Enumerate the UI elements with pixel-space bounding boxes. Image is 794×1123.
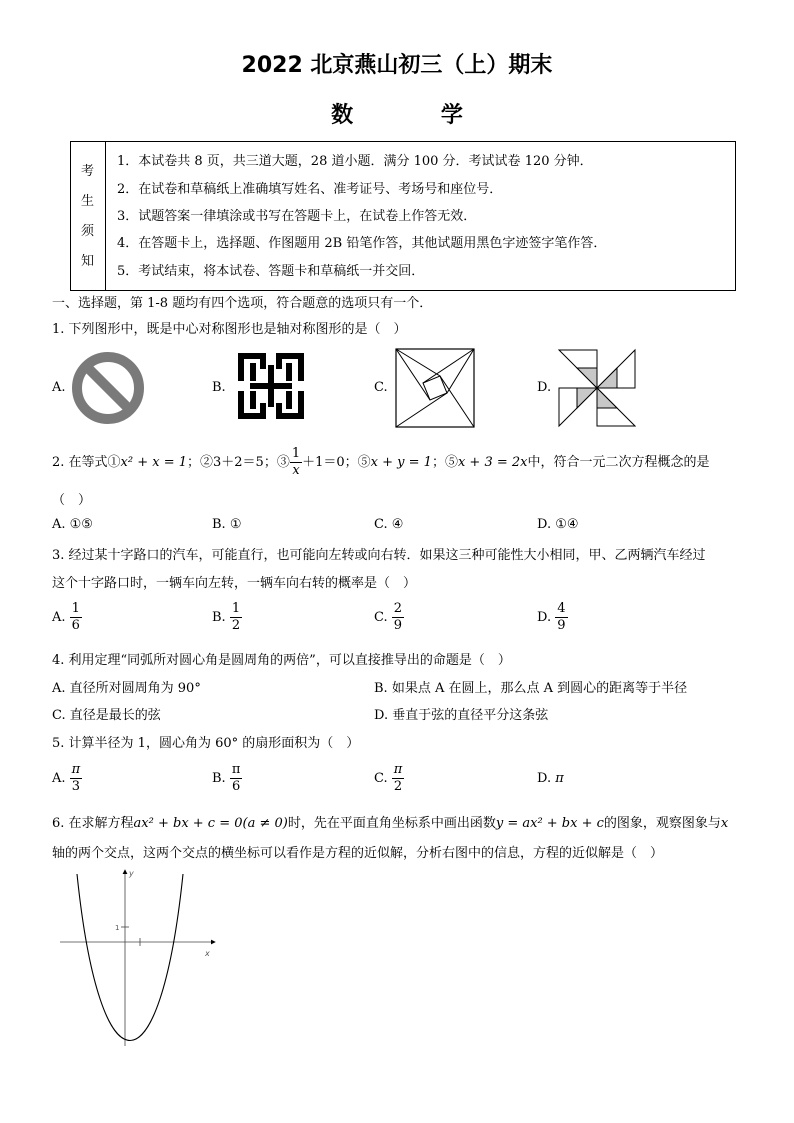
pinwheel-square-figure bbox=[395, 348, 475, 428]
q3-option-a: A. $\frac{1}{6}$ bbox=[52, 601, 80, 633]
notice-side-char: 知 bbox=[81, 254, 95, 269]
q3-option-c: C. $\frac{2}{9}$ bbox=[374, 601, 403, 633]
q4-option-a: A. 直径所对圆周角为 90° bbox=[52, 681, 201, 696]
fraction: $\frac{1}{x}$ bbox=[291, 446, 301, 478]
question-6-line-1: 6. 在求解方程ax² + bx + c = 0(a ≠ 0)时，先在平面直角坐标系中画出函数y = ax² + bx + c的图象，观察图象与x bbox=[52, 816, 729, 831]
q5-option-d: D. π bbox=[537, 771, 564, 786]
question-4-stem: 4. 利用定理“同弧所对圆心角是圆周角的两倍”，可以直接推导出的命题是（ ） bbox=[52, 653, 511, 668]
notice-line: 4．在答题卡上，选择题、作图题用 2B 铅笔作答，其他试题用黑色字迹签字笔作答． bbox=[117, 236, 607, 251]
q5-option-a: A. $\frac{\pi}{3}$ bbox=[52, 762, 81, 794]
q1-option-c-label: C. bbox=[374, 380, 388, 395]
subject-title: 数 学 bbox=[331, 103, 503, 128]
q5-option-b: B. $\frac{\pi}{6}$ bbox=[212, 762, 241, 794]
q3-option-d: D. $\frac{4}{9}$ bbox=[537, 601, 566, 633]
q1-option-b-label: B. bbox=[212, 380, 226, 395]
question-3-line-1: 3. 经过某十字路口的汽车，可能直行，也可能向左转或向右转．如果这三种可能性大小相同，甲、乙两辆汽车经过 bbox=[52, 548, 706, 563]
notice-line: 1．本试卷共 8 页，共三道大题，28 道小题．满分 100 分．考试试卷 120 分钟． bbox=[117, 154, 593, 169]
notice-line: 5．考试结束，将本试卷、答题卡和草稿纸一并交回． bbox=[117, 264, 425, 279]
notice-side-label bbox=[71, 142, 106, 290]
notice-side-char: 须 bbox=[81, 224, 95, 239]
q1-option-a-label: A. bbox=[52, 380, 66, 395]
q4-option-b: B. 如果点 A 在圆上，那么点 A 到圆心的距离等于半径 bbox=[374, 681, 688, 696]
y-tick-label: 1 bbox=[115, 924, 120, 932]
q3-option-b: B. $\frac{1}{2}$ bbox=[212, 601, 241, 633]
exam-notice-box bbox=[70, 141, 736, 291]
section-heading: 一、选择题，第 1-8 题均有四个选项，符合题意的选项只有一个． bbox=[52, 296, 433, 311]
q2-option-c: C. ④ bbox=[374, 517, 404, 532]
x-axis-label: x bbox=[205, 949, 210, 958]
parabola-curve bbox=[77, 874, 183, 1041]
question-2-paren: （ ） bbox=[52, 493, 92, 508]
q2-option-a: A. ①⑤ bbox=[52, 517, 93, 532]
parabola-graph bbox=[55, 866, 220, 1051]
question-5-stem: 5. 计算半径为 1，圆心角为 60° 的扇形面积为（ ） bbox=[52, 736, 360, 751]
q4-option-c: C. 直径是最长的弦 bbox=[52, 708, 161, 723]
q1-option-d-label: D. bbox=[537, 380, 552, 395]
y-axis-label: y bbox=[129, 869, 134, 878]
question-6-line-2: 轴的两个交点，这两个交点的横坐标可以看作是方程的近似解，分析右图中的信息，方程的近似解是（ ） bbox=[52, 846, 664, 861]
q5-option-c: C. $\frac{\pi}{2}$ bbox=[374, 762, 403, 794]
question-1-stem: 1. 下列图形中，既是中心对称图形也是轴对称图形的是（ ） bbox=[52, 322, 407, 337]
notice-line: 2．在试卷和草稿纸上准确填写姓名、准考证号、考场号和座位号． bbox=[117, 182, 503, 197]
notice-line: 3．试题答案一律填涂或书写在答题卡上，在试卷上作答无效． bbox=[117, 209, 477, 224]
notice-side-char: 生 bbox=[81, 194, 95, 209]
swastika-pattern-figure bbox=[234, 349, 308, 423]
pinwheel-triangles-figure bbox=[557, 348, 637, 428]
no-sign-figure bbox=[70, 350, 146, 426]
page-title: 2022 北京燕山初三（上）期末 bbox=[241, 53, 553, 78]
question-2-stem: 2. 在等式①x² + x = 1；②3＋2＝5；③ $\frac{1}{x}$ ＋1＝0；⑤x + y = 1；⑤x + 3 = 2x中，符合一元二次方程概念的是 bbox=[52, 446, 710, 478]
notice-side-char: 考 bbox=[81, 164, 95, 179]
q2-option-b: B. ① bbox=[212, 517, 242, 532]
q2-option-d: D. ①④ bbox=[537, 517, 579, 532]
question-3-line-2: 这个十字路口时，一辆车向左转，一辆车向右转的概率是（ ） bbox=[52, 576, 417, 591]
q4-option-d: D. 垂直于弦的直径平分这条弦 bbox=[374, 708, 549, 723]
